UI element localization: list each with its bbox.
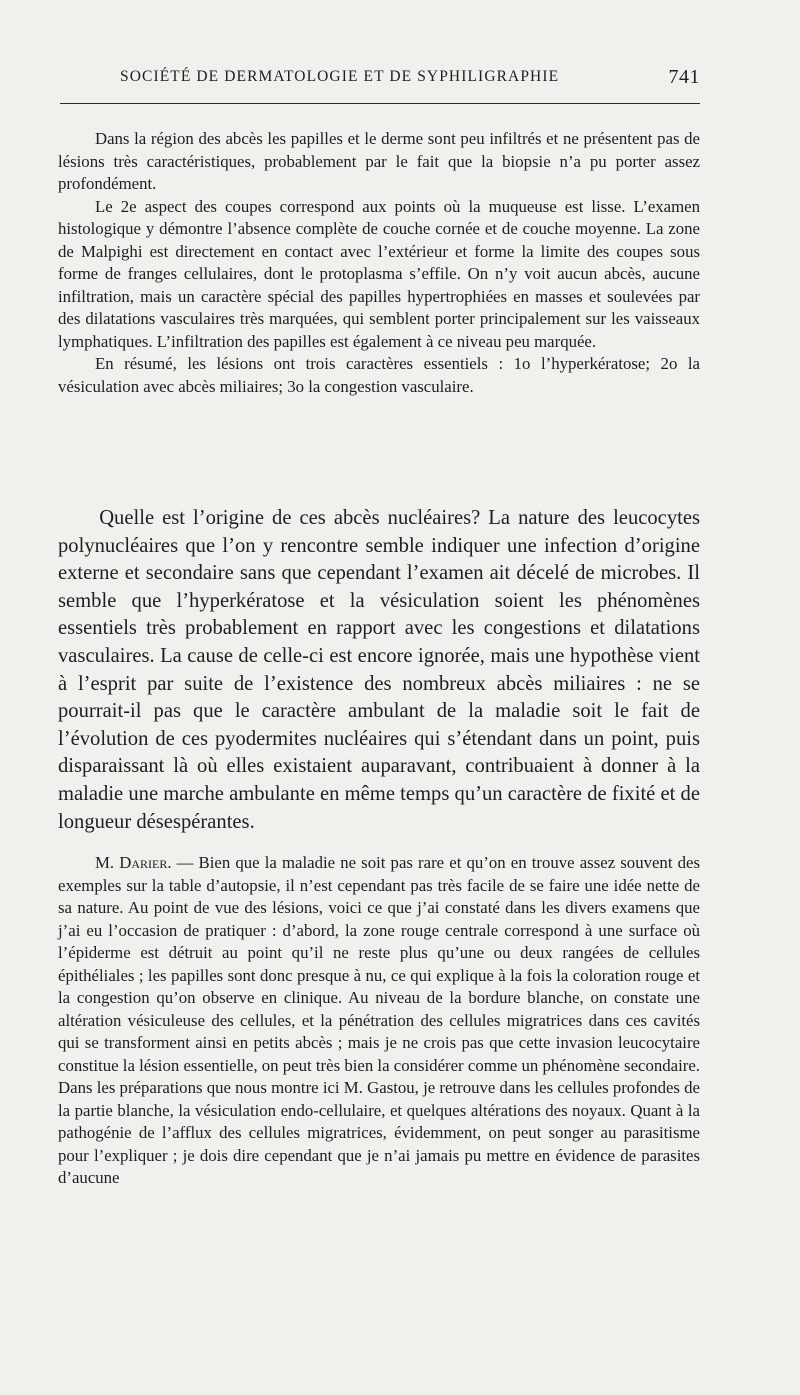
section-darier-remarks xyxy=(58,852,700,1190)
speaker-name: M. Darier. xyxy=(94,853,172,872)
header-rule xyxy=(60,103,700,104)
page-number: 741 xyxy=(668,66,700,88)
paragraph: En résumé, les lésions ont trois caractères essentiels : 1o l’hyperkératose; 2o la vésiculation avec abcès miliaires; 3o la congestion vasculaire. xyxy=(58,354,700,396)
paragraph: Le 2e aspect des coupes correspond aux points où la muqueuse est lisse. L’examen histologique y démontre l’absence complète de couche cornée et de couche moyenne. La zone de Malpighi est directement en contact avec l’extérieur et forme la limite des coupes sous forme de franges cellulaires, dont le protoplasma s’effile. On n’y voit aucun abcès, aucune infiltration, mais un caractère spécial des papilles hypertrophiées en masses et soulevées par des dilatations vasculaires très marquées, qui semblent porter principalement sur les vaisseaux lymphatiques. L’infiltration des papilles est également à ce niveau peu marquée. xyxy=(58,196,700,351)
paragraph xyxy=(58,852,700,1190)
running-header xyxy=(55,66,700,96)
paragraph-text: — Bien que la maladie ne soit pas rare et qu’on en trouve assez souvent des exemples sur la table d’autopsie, il n’est cependant pas très facile de se faire une idée nette de sa nature. Au point de vue des lésions, voici ce que j’ai constaté dans les divers examens que j’ai eu l’occasion de pratiquer : d’abord, la zone rouge centrale correspond à une surface où l’épiderme est détruit au point qu’il ne reste plus qu’une ou deux rangées de cellules épithéliales ; les papilles sont donc presque à nu, ce qui explique à la fois la coloration rouge et la congestion qu’on observe en clinique. Au niveau de la bordure blanche, on constate une altération vésiculeuse des cellules, et la pénétration des cellules migratrices dans ces cavités qui se transforment ainsi en petits abcès ; mais je ne crois pas que cette invasion leucocytaire constitue la lésion essentielle, on peut très bien la considérer comme un phénomène secondaire. Dans les préparations que nous montre ici M. Gastou, je retrouve dans les cellules profondes de la partie blanche, la vésiculation endo-cellulaire, et quelques altérations des noyaux. Quant à la pathogénie de l’afflux des cellules migratrices, évidemment, on peut songer au parasitisme pour l’expliquer ; je dois dire cependant que je n’ai jamais pu mettre en évidence de parasites d’aucune xyxy=(58,853,700,1187)
section-histology xyxy=(58,128,700,398)
paragraph: Dans la région des abcès les papilles et le derme sont peu infiltrés et ne présentent pas de lésions très caractéristiques, probablement par le fait que la biopsie n’a pu porter assez profondément. xyxy=(58,129,700,193)
section-discussion xyxy=(58,505,700,836)
running-title: SOCIÉTÉ DE DERMATOLOGIE ET DE SYPHILIGRAPHIE xyxy=(120,68,560,85)
paragraph: Quelle est l’origine de ces abcès nucléaires? La nature des leucocytes polynucléaires que l’on y rencontre semble indiquer une infection d’origine externe et secondaire sans que cependant l’examen ait décelé de microbes. Il semble que l’hyperkératose et la vésiculation soient les phénomènes essentiels très probablement en rapport avec les congestions et dilatations vasculaires. La cause de celle-ci est encore ignorée, mais une hypothèse vient à l’esprit par suite de l’existence des nombreux abcès miliaires : ne se pourrait-il pas que le caractère ambulant de la maladie soit le fait de l’évolution de ces pyodermites nucléaires qui s’étendant dans un point, puis disparaissant là où elles existaient auparavant, contribuaient à donner à la maladie une marche ambulante en même temps qu’un caractère de fixité et de longueur désespérantes. xyxy=(58,507,700,833)
